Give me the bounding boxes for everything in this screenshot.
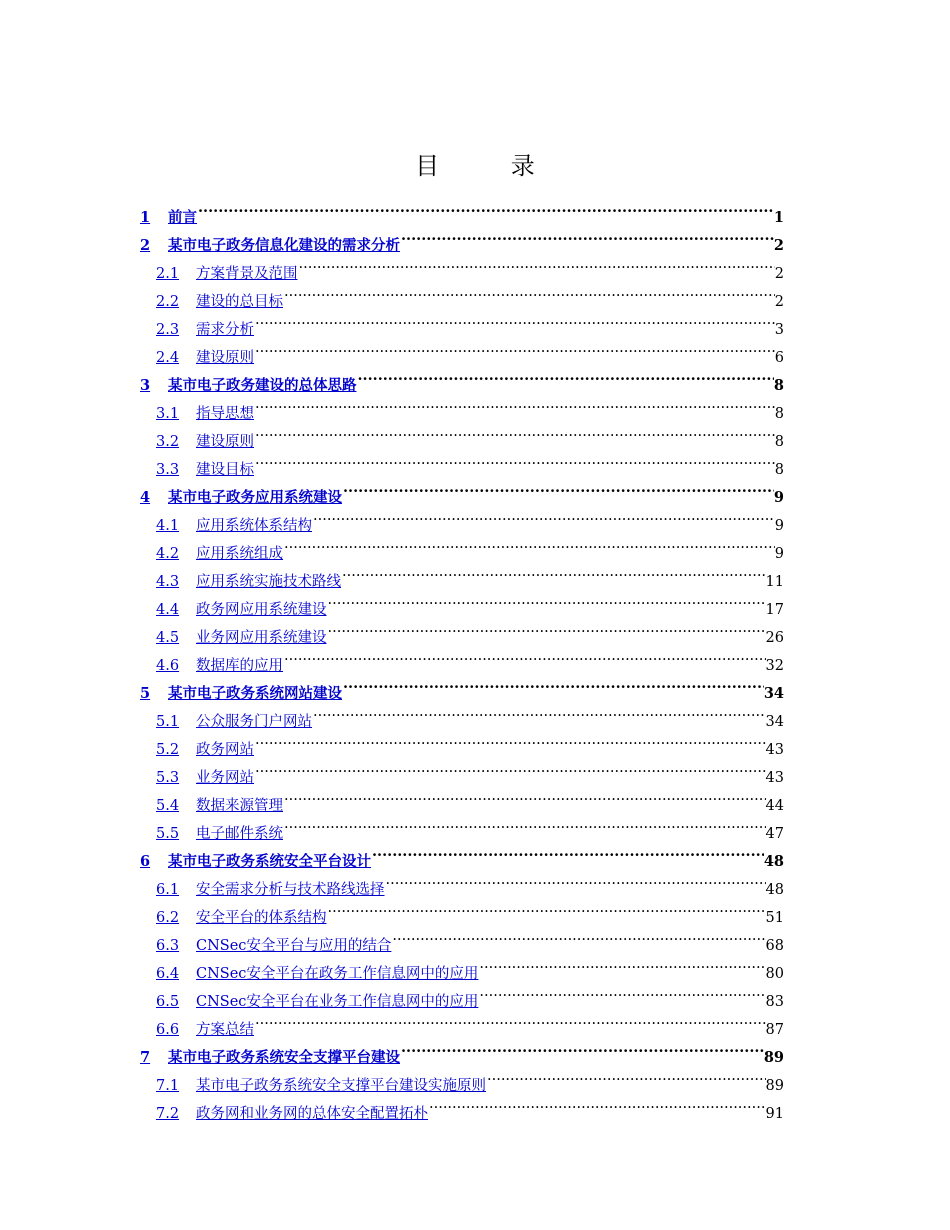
toc-entry-page-number: 8 (774, 434, 784, 450)
toc-entry-number[interactable]: 5.2 (156, 742, 180, 758)
toc-entry-page-number: 89 (763, 1049, 784, 1066)
toc-dot-leader (401, 1034, 764, 1062)
toc-entry-page-number: 89 (765, 1078, 784, 1094)
toc-entry-page-number: 26 (765, 630, 784, 646)
toc-entry-page-number: 48 (765, 882, 784, 898)
toc-entry-page-number: 44 (765, 798, 784, 814)
toc-dot-leader (313, 698, 766, 726)
toc-entry-page-number: 48 (763, 853, 784, 870)
toc-dot-leader (299, 250, 775, 278)
toc-entry-number[interactable]: 7 (140, 1049, 151, 1066)
toc-entry-page-number: 51 (765, 910, 784, 926)
toc-entry-page-number: 6 (774, 350, 784, 366)
toc-dot-leader (392, 922, 765, 950)
toc-entry-page-number: 2 (774, 294, 784, 310)
toc-entry-title[interactable]: 业务网应用系统建设 (196, 630, 327, 646)
toc-entry-number[interactable]: 7.2 (156, 1106, 180, 1122)
toc-dot-leader (479, 978, 765, 1006)
toc-entry-page-number: 43 (765, 770, 784, 786)
toc-entry-number[interactable]: 2 (140, 237, 151, 254)
toc-entry-title[interactable]: 指导思想 (196, 406, 254, 422)
toc-entry-title[interactable]: 应用系统组成 (196, 546, 283, 562)
toc-entry-title[interactable]: 建设目标 (196, 462, 254, 478)
toc-entry-page-number: 17 (765, 602, 784, 618)
toc-dot-leader (328, 614, 766, 642)
toc-entry-page-number: 87 (765, 1022, 784, 1038)
toc-entry-number[interactable]: 2.1 (156, 266, 180, 282)
toc-entry-page-number: 34 (765, 714, 784, 730)
toc-dot-leader (255, 306, 775, 334)
toc-dot-leader (401, 222, 774, 250)
toc-entry-number[interactable]: 2.4 (156, 350, 180, 366)
toc-entry-number[interactable]: 3.1 (156, 406, 180, 422)
toc-dot-leader (487, 1062, 766, 1090)
toc-entry-title[interactable]: 建设原则 (196, 434, 254, 450)
toc-entry-page-number: 83 (765, 994, 784, 1010)
toc-entry-title[interactable]: 应用系统体系结构 (196, 518, 312, 534)
toc-entry-title[interactable]: CNSec安全平台与应用的结合 (196, 938, 392, 954)
toc-dot-leader (479, 950, 765, 978)
toc-entry-number[interactable]: 3 (140, 377, 151, 394)
toc-entry-title[interactable]: CNSec安全平台在政务工作信息网中的应用 (196, 966, 479, 982)
toc-entry-number[interactable]: 4.1 (156, 518, 180, 534)
toc-entry-page-number: 11 (765, 574, 784, 590)
toc-entry-title[interactable]: 某市电子政务系统安全平台设计 (168, 853, 371, 870)
toc-entry-number[interactable]: 4.4 (156, 602, 180, 618)
toc-entry-number[interactable]: 4 (140, 489, 151, 506)
toc-dot-leader (255, 418, 775, 446)
toc-entry-page-number: 9 (774, 518, 784, 534)
toc-entry-title[interactable]: 政务网和业务网的总体安全配置拓朴 (196, 1106, 428, 1122)
toc-dot-leader (358, 362, 774, 390)
toc-entry-title[interactable]: 前言 (168, 209, 197, 226)
toc-entry-number[interactable]: 6.2 (156, 910, 180, 926)
toc-entry-title[interactable]: 建设的总目标 (196, 294, 283, 310)
toc-entry-number[interactable]: 5.1 (156, 714, 180, 730)
toc-entry-title[interactable]: 数据库的应用 (196, 658, 283, 674)
toc-dot-leader (255, 754, 766, 782)
toc-entry-page-number: 34 (763, 685, 784, 702)
toc-entry-page-number: 43 (765, 742, 784, 758)
toc-dot-leader (343, 474, 774, 502)
toc-entry-2[interactable] (140, 222, 784, 254)
toc-entry-number[interactable]: 4.3 (156, 574, 180, 590)
toc-entry-number[interactable]: 5.4 (156, 798, 180, 814)
toc-entry-title[interactable]: 方案背景及范围 (196, 266, 298, 282)
toc-entry-number[interactable]: 1 (140, 209, 151, 226)
toc-dot-leader (284, 530, 775, 558)
toc-entry-page-number: 2 (773, 237, 784, 254)
table-of-contents (140, 194, 784, 1122)
toc-entry-1[interactable] (140, 194, 784, 226)
toc-entry-page-number: 91 (765, 1106, 784, 1122)
toc-entry-number[interactable]: 7.1 (156, 1078, 180, 1094)
toc-entry-title[interactable]: 某市电子政务应用系统建设 (168, 489, 342, 506)
toc-entry-number[interactable]: 6.5 (156, 994, 180, 1010)
toc-dot-leader (255, 446, 775, 474)
toc-entry-page-number: 9 (773, 489, 784, 506)
toc-dot-leader (255, 334, 775, 362)
toc-dot-leader (198, 194, 774, 222)
toc-entry-page-number: 8 (773, 377, 784, 394)
toc-entry-page-number: 2 (774, 266, 784, 282)
toc-entry-title[interactable]: 公众服务门户网站 (196, 714, 312, 730)
toc-entry-number[interactable]: 5 (140, 685, 151, 702)
toc-entry-page-number: 9 (774, 546, 784, 562)
toc-dot-leader (284, 782, 766, 810)
toc-entry-number[interactable]: 6.3 (156, 938, 180, 954)
toc-dot-leader (284, 642, 766, 670)
toc-entry-number[interactable]: 4.5 (156, 630, 180, 646)
toc-entry-title[interactable]: 应用系统实施技术路线 (196, 574, 341, 590)
toc-entry-number[interactable]: 2.3 (156, 322, 180, 338)
toc-entry-number[interactable]: 4.6 (156, 658, 180, 674)
toc-entry-number[interactable]: 5.3 (156, 770, 180, 786)
toc-entry-number[interactable]: 6.6 (156, 1022, 180, 1038)
toc-dot-leader (343, 670, 764, 698)
toc-entry-title[interactable]: 安全需求分析与技术路线选择 (196, 882, 385, 898)
toc-entry-number[interactable]: 4.2 (156, 546, 180, 562)
toc-entry-page-number: 3 (774, 322, 784, 338)
toc-entry-title[interactable]: 建设原则 (196, 350, 254, 366)
toc-entry-page-number: 47 (765, 826, 784, 842)
toc-dot-leader (328, 586, 766, 614)
toc-entry-title[interactable]: CNSec安全平台在业务工作信息网中的应用 (196, 994, 479, 1010)
toc-dot-leader (386, 866, 766, 894)
toc-dot-leader (429, 1090, 766, 1118)
toc-dot-leader (328, 894, 766, 922)
toc-entry-number[interactable]: 5.5 (156, 826, 180, 842)
toc-dot-leader (255, 390, 775, 418)
toc-dot-leader (284, 810, 766, 838)
toc-entry-title[interactable]: 某市电子政务系统网站建设 (168, 685, 342, 702)
toc-entry-page-number: 80 (765, 966, 784, 982)
toc-entry-page-number: 32 (765, 658, 784, 674)
toc-entry-page-number: 68 (765, 938, 784, 954)
toc-dot-leader (342, 558, 766, 586)
toc-entry-title[interactable]: 需求分析 (196, 322, 254, 338)
toc-entry-number[interactable]: 3.2 (156, 434, 180, 450)
toc-entry-page-number: 1 (773, 209, 784, 226)
toc-entry-title[interactable]: 数据来源管理 (196, 798, 283, 814)
toc-entry-number[interactable]: 6.1 (156, 882, 180, 898)
toc-dot-leader (255, 1006, 766, 1034)
toc-dot-leader (284, 278, 775, 306)
toc-entry-title[interactable]: 政务网站 (196, 742, 254, 758)
toc-entry-number[interactable]: 2.2 (156, 294, 180, 310)
toc-entry-number[interactable]: 6 (140, 853, 151, 870)
toc-entry-title[interactable]: 电子邮件系统 (196, 826, 283, 842)
toc-entry-title[interactable]: 某市电子政务建设的总体思路 (168, 377, 357, 394)
toc-entry-title[interactable]: 方案总结 (196, 1022, 254, 1038)
toc-dot-leader (313, 502, 775, 530)
toc-dot-leader (255, 726, 766, 754)
toc-entry-title[interactable]: 业务网站 (196, 770, 254, 786)
toc-entry-number[interactable]: 6.4 (156, 966, 180, 982)
toc-entry-number[interactable]: 3.3 (156, 462, 180, 478)
toc-entry-title[interactable]: 某市电子政务系统安全支撑平台建设实施原则 (196, 1078, 486, 1094)
toc-entry-page-number: 8 (774, 406, 784, 422)
toc-dot-leader (372, 838, 764, 866)
toc-entry-title[interactable]: 某市电子政务系统安全支撑平台建设 (168, 1049, 400, 1066)
page-title: 目 录 (415, 152, 567, 180)
toc-entry-title[interactable]: 某市电子政务信息化建设的需求分析 (168, 237, 400, 254)
toc-entry-title[interactable]: 政务网应用系统建设 (196, 602, 327, 618)
toc-entry-page-number: 8 (774, 462, 784, 478)
toc-entry-title[interactable]: 安全平台的体系结构 (196, 910, 327, 926)
